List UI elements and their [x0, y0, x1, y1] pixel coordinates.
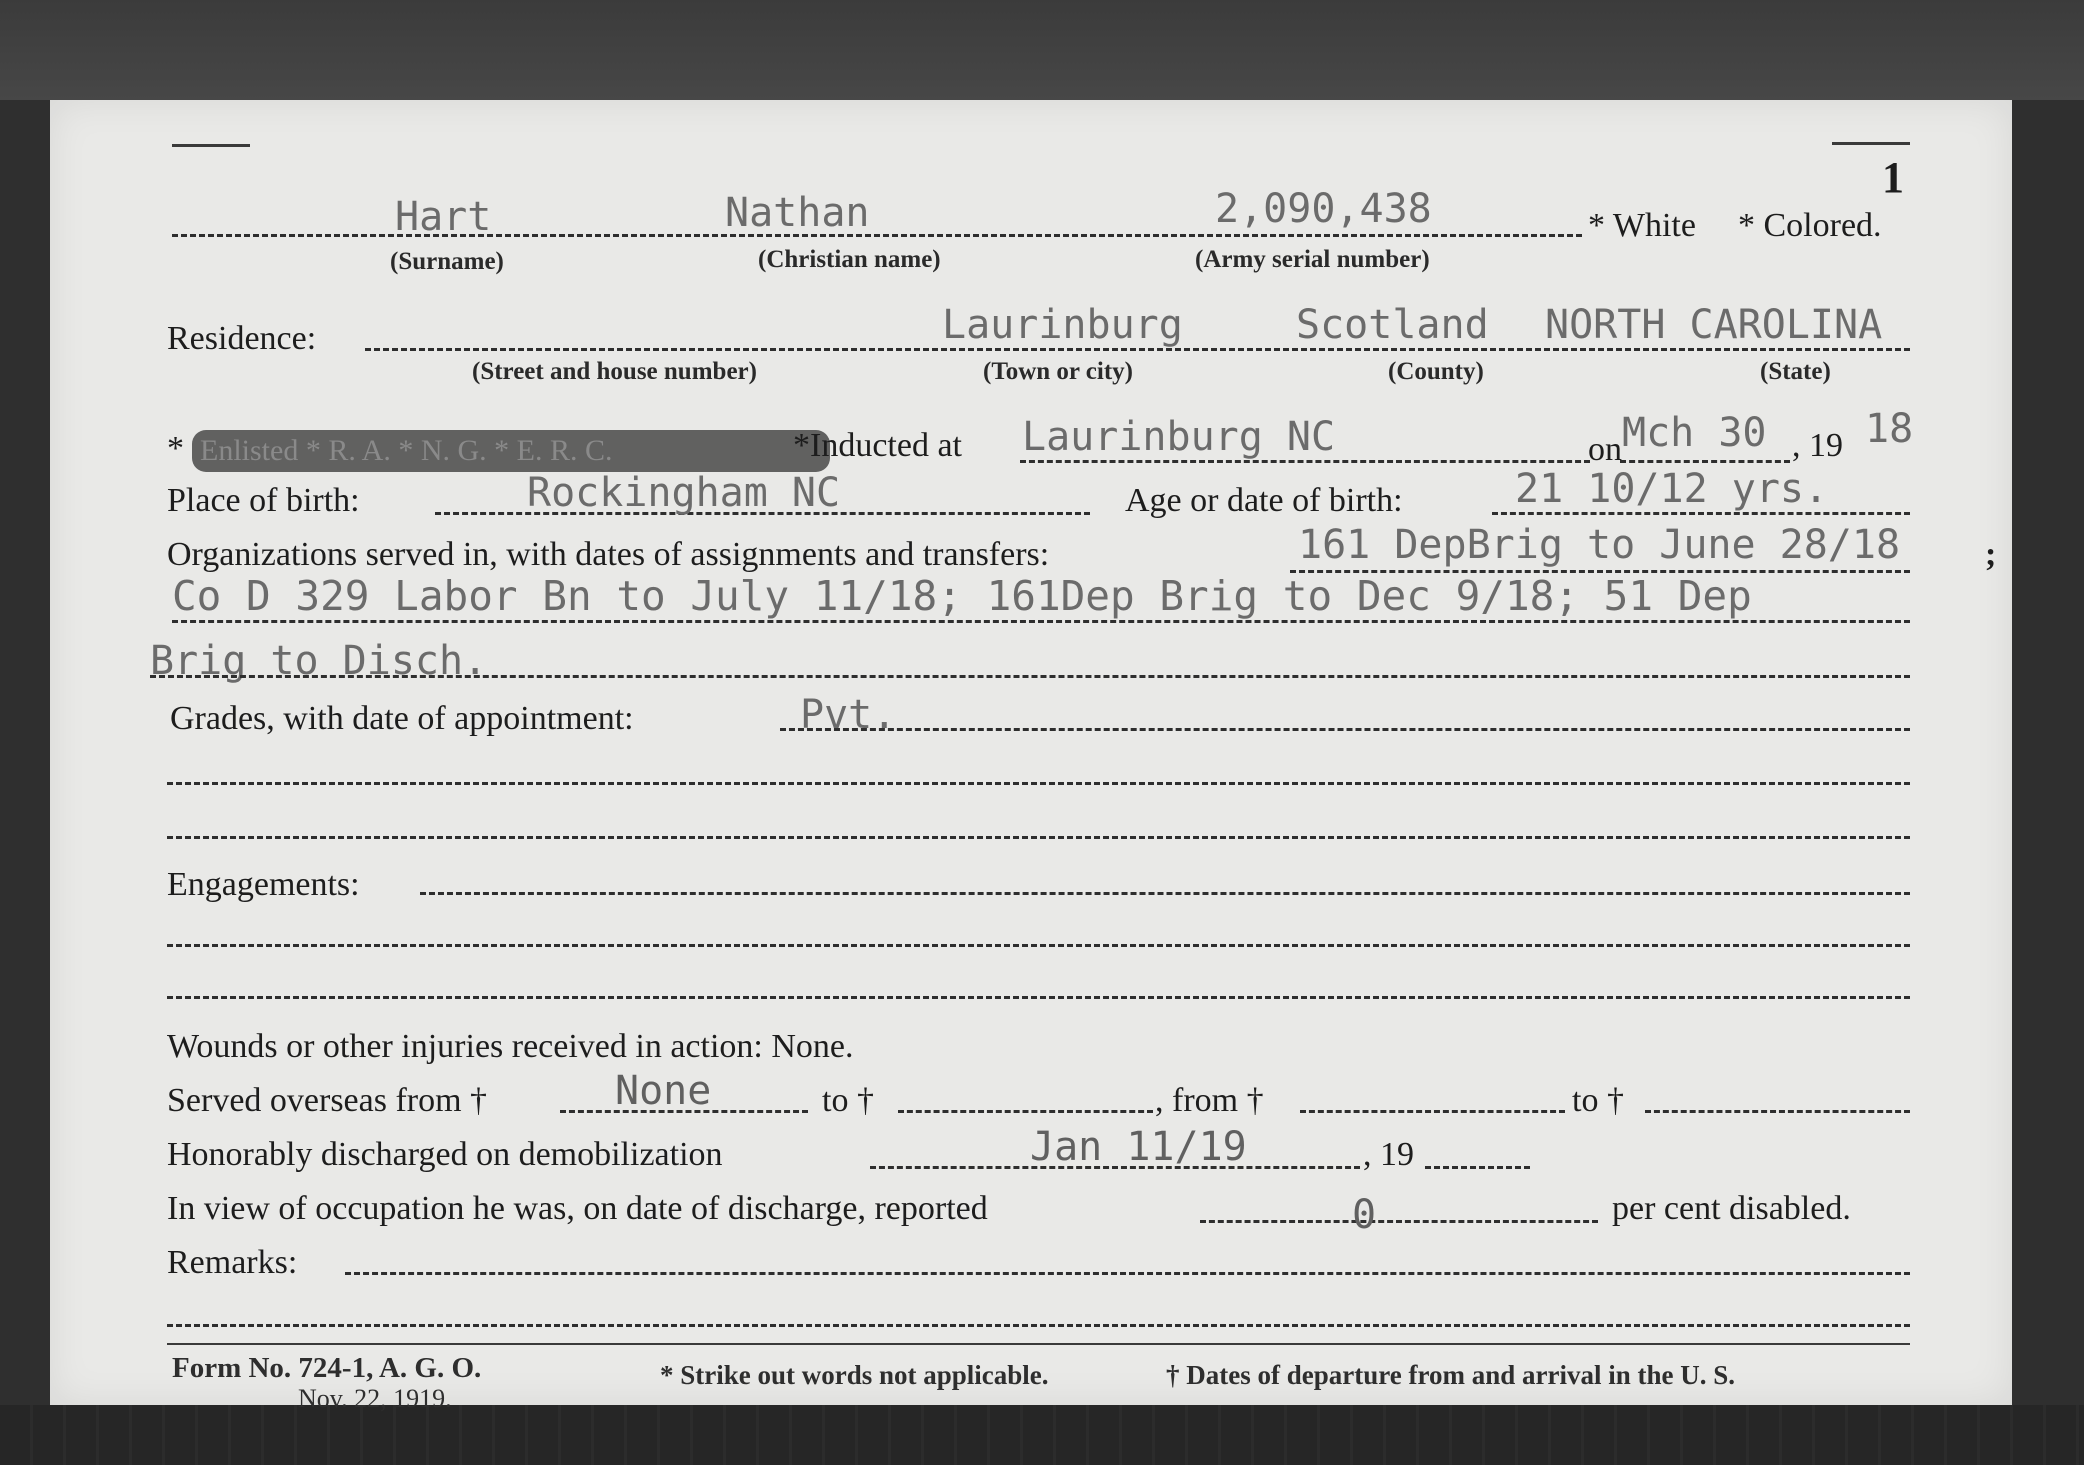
top-right-rule	[1832, 142, 1910, 145]
card-number: 1	[1882, 153, 1904, 202]
organizations-line1: 161 DepBrig to June 28/18	[1298, 522, 1901, 568]
enlisted-asterisk: *	[167, 430, 184, 467]
strike-note: * Strike out words not applicable.	[660, 1360, 1049, 1390]
serial-number-value: 2,090,438	[1215, 186, 1432, 232]
overseas-label: Served overseas from †	[167, 1082, 488, 1119]
engagements-line-3	[167, 996, 1910, 999]
age-line	[1492, 512, 1910, 515]
discharge-label: Honorably discharged on demobilization	[167, 1136, 723, 1173]
grades-line-1	[780, 728, 1910, 731]
footer-rule	[167, 1343, 1910, 1345]
overseas-from-line	[560, 1110, 808, 1113]
remarks-line-2	[167, 1324, 1910, 1327]
on-label: on	[1588, 431, 1622, 468]
age-label: Age or date of birth:	[1125, 482, 1403, 519]
overseas-to2-line	[1645, 1110, 1910, 1113]
town-caption: (Town or city)	[983, 358, 1133, 385]
organizations-line-3	[150, 675, 1910, 678]
overseas-from2-line	[1300, 1110, 1565, 1113]
remarks-label: Remarks:	[167, 1244, 298, 1281]
grades-line-2	[167, 782, 1910, 785]
overseas-to-label: to †	[822, 1082, 874, 1119]
overseas-to-line	[898, 1110, 1153, 1113]
discharge-year-line	[1425, 1166, 1530, 1169]
engagements-line-1	[420, 892, 1910, 895]
organizations-label: Organizations served in, with dates of assignments and transfers:	[167, 536, 1050, 573]
background-top	[0, 0, 2084, 100]
engagements-label: Engagements:	[167, 866, 360, 903]
christian-name-value: Nathan	[725, 190, 870, 236]
organizations-line2: Co D 329 Labor Bn to July 11/18; 161Dep Brig to Dec 9/18; 51 Dep	[172, 572, 1752, 620]
serial-number-caption: (Army serial number)	[1195, 246, 1430, 273]
age-value: 21 10/12 yrs.	[1515, 466, 1829, 512]
state-value: NORTH CAROLINA	[1545, 302, 1883, 348]
disability-suffix: per cent disabled.	[1612, 1190, 1851, 1227]
grades-label: Grades, with date of appointment:	[170, 700, 634, 737]
disability-line	[1200, 1220, 1598, 1223]
overseas-to2-label: to †	[1572, 1082, 1624, 1119]
form-date: Nov. 22, 1919.	[298, 1384, 452, 1413]
organizations-line1-end: ;	[1985, 536, 1997, 573]
inducted-place-value: Laurinburg NC	[1022, 414, 1336, 460]
state-caption: (State)	[1760, 358, 1831, 385]
background-bottom	[0, 1405, 2084, 1465]
engagements-line-2	[167, 944, 1910, 947]
discharge-date-value: Jan 11/19	[1030, 1124, 1247, 1170]
form-number: Form No. 724-1, A. G. O.	[172, 1352, 482, 1384]
white-label: * White	[1588, 207, 1696, 244]
name-row-line	[172, 234, 1582, 237]
organizations-line-2	[172, 620, 1910, 623]
residence-line	[365, 348, 1910, 351]
induction-date-line	[1620, 460, 1790, 463]
birth-place-value: Rockingham NC	[527, 470, 841, 516]
county-value: Scotland	[1296, 302, 1489, 348]
residence-label: Residence:	[167, 320, 317, 357]
overseas-from2-label: , from †	[1155, 1082, 1264, 1119]
year-prefix: , 19	[1792, 427, 1843, 464]
induction-date-value: Mch 30	[1622, 410, 1767, 456]
overseas-from-value: None	[615, 1068, 712, 1114]
grades-value: Pvt.	[800, 692, 897, 738]
town-value: Laurinburg	[942, 302, 1183, 348]
grades-line-3	[167, 836, 1910, 839]
inducted-label: *Inducted at	[793, 427, 962, 464]
disability-value: 0	[1352, 1192, 1377, 1238]
county-caption: (County)	[1388, 358, 1484, 385]
birth-place-label: Place of birth:	[167, 482, 360, 519]
surname-caption: (Surname)	[390, 248, 504, 275]
disability-label: In view of occupation he was, on date of discharge, reported	[167, 1190, 988, 1227]
surname-value: Hart	[395, 194, 492, 240]
induction-year-suffix: 18	[1865, 406, 1914, 452]
street-caption: (Street and house number)	[472, 358, 757, 385]
inducted-line	[1020, 460, 1590, 463]
remarks-line-1	[345, 1272, 1910, 1275]
organizations-line3: Brig to Disch.	[150, 638, 488, 684]
christian-name-caption: (Christian name)	[758, 246, 941, 273]
discharge-year-label: , 19	[1363, 1136, 1414, 1173]
colored-label: * Colored.	[1738, 207, 1882, 244]
redacted-enlistment-text: Enlisted * R. A. * N. G. * E. R. C.	[200, 434, 613, 467]
wounds-text: Wounds or other injuries received in action: None.	[167, 1028, 854, 1065]
dates-note: † Dates of departure from and arrival in the U. S.	[1166, 1360, 1735, 1390]
top-left-rule	[172, 144, 250, 147]
